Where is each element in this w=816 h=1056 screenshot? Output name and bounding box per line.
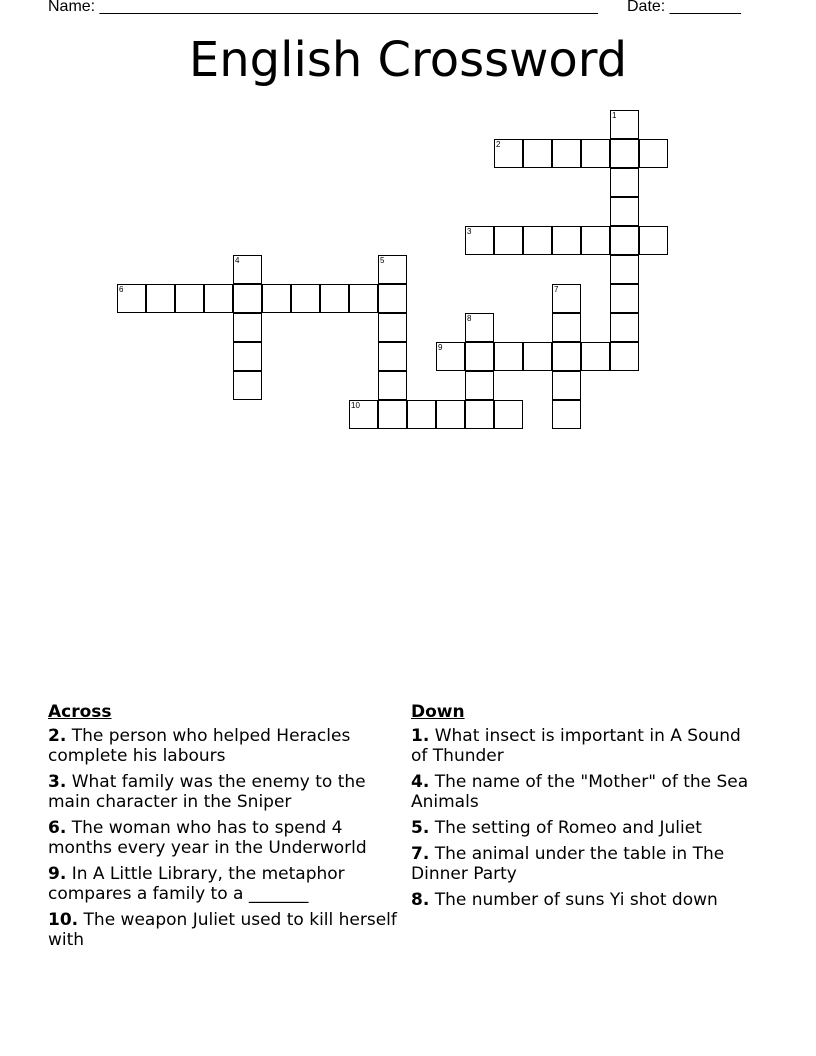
clue-number: 3. [48, 772, 67, 792]
clue-across-9 [48, 864, 403, 904]
crossword-cell[interactable] [552, 284, 581, 313]
clue-number-label: 9 [438, 343, 443, 352]
crossword-cell[interactable] [552, 226, 581, 255]
crossword-grid [0, 0, 816, 450]
crossword-cell[interactable] [610, 110, 639, 139]
clue-across-3 [48, 772, 403, 812]
clue-across-6 [48, 818, 403, 858]
crossword-cell[interactable] [610, 226, 639, 255]
clue-text: What family was the enemy to the main character in the Sniper [48, 772, 366, 812]
crossword-cell[interactable] [465, 226, 494, 255]
crossword-cell[interactable] [204, 284, 233, 313]
clue-number: 1. [411, 726, 430, 746]
clue-number-label: 1 [612, 111, 617, 120]
clue-number-label: 5 [380, 256, 385, 265]
clue-text: The setting of Romeo and Juliet [429, 818, 702, 838]
crossword-cell[interactable] [610, 342, 639, 371]
clue-text: The weapon Juliet used to kill herself with [48, 910, 397, 950]
crossword-cell[interactable] [581, 226, 610, 255]
crossword-cell[interactable] [494, 342, 523, 371]
crossword-cell[interactable] [465, 313, 494, 342]
across-clues [48, 702, 403, 956]
crossword-cell[interactable] [436, 400, 465, 429]
crossword-cell[interactable] [233, 255, 262, 284]
crossword-cell[interactable] [581, 139, 610, 168]
clue-number: 9. [48, 864, 67, 884]
clue-text: The woman who has to spend 4 months every year in the Underworld [48, 818, 367, 858]
clue-text: What insect is important in A Sound of Thunder [411, 726, 741, 766]
crossword-cell[interactable] [523, 226, 552, 255]
clue-number-label: 3 [467, 227, 472, 236]
crossword-cell[interactable] [552, 342, 581, 371]
crossword-cell[interactable] [233, 313, 262, 342]
clue-number-label: 10 [351, 401, 360, 410]
clue-number-label: 6 [119, 285, 124, 294]
crossword-cell[interactable] [146, 284, 175, 313]
crossword-cell[interactable] [320, 284, 349, 313]
crossword-cell[interactable] [610, 168, 639, 197]
clue-down-8 [411, 890, 756, 910]
crossword-cell[interactable] [523, 139, 552, 168]
crossword-cell[interactable] [610, 284, 639, 313]
clue-number: 10. [48, 910, 79, 930]
crossword-cell[interactable] [494, 139, 523, 168]
date-field[interactable]: Date: ________ [627, 0, 741, 15]
clue-text: The person who helped Heracles complete his labours [48, 726, 351, 766]
crossword-cell[interactable] [349, 400, 378, 429]
crossword-cell[interactable] [523, 342, 552, 371]
clue-number-label: 8 [467, 314, 472, 323]
clue-number-label: 4 [235, 256, 240, 265]
clue-across-10 [48, 910, 403, 950]
down-heading: Down [411, 702, 465, 722]
crossword-cell[interactable] [378, 371, 407, 400]
crossword-cell[interactable] [610, 313, 639, 342]
clue-down-5 [411, 818, 756, 838]
crossword-cell[interactable] [378, 313, 407, 342]
clue-text: The number of suns Yi shot down [429, 890, 718, 910]
crossword-cell[interactable] [639, 139, 668, 168]
crossword-cell[interactable] [233, 284, 262, 313]
crossword-cell[interactable] [610, 255, 639, 284]
clue-number: 6. [48, 818, 67, 838]
crossword-cell[interactable] [465, 371, 494, 400]
crossword-cell[interactable] [610, 197, 639, 226]
clue-number: 2. [48, 726, 67, 746]
crossword-cell[interactable] [581, 342, 610, 371]
crossword-cell[interactable] [552, 400, 581, 429]
crossword-cell[interactable] [552, 313, 581, 342]
clue-across-2 [48, 726, 403, 766]
crossword-cell[interactable] [639, 226, 668, 255]
crossword-cell[interactable] [291, 284, 320, 313]
clue-number: 8. [411, 890, 430, 910]
crossword-cell[interactable] [552, 371, 581, 400]
crossword-cell[interactable] [233, 371, 262, 400]
crossword-cell[interactable] [378, 255, 407, 284]
clue-down-4 [411, 772, 756, 812]
clue-number: 4. [411, 772, 430, 792]
crossword-cell[interactable] [175, 284, 204, 313]
page-title: English Crossword [188, 32, 628, 88]
crossword-cell[interactable] [117, 284, 146, 313]
crossword-cell[interactable] [378, 284, 407, 313]
clue-number: 7. [411, 844, 430, 864]
clue-text: The name of the "Mother" of the Sea Animals [411, 772, 749, 812]
crossword-cell[interactable] [465, 342, 494, 371]
crossword-cell[interactable] [378, 342, 407, 371]
crossword-cell[interactable] [262, 284, 291, 313]
crossword-cell[interactable] [494, 400, 523, 429]
clue-number-label: 2 [496, 140, 501, 149]
crossword-cell[interactable] [610, 139, 639, 168]
clue-text: In A Little Library, the metaphor compares a family to a _______ [48, 864, 345, 904]
clue-number-label: 7 [554, 285, 559, 294]
crossword-cell[interactable] [465, 400, 494, 429]
crossword-cell[interactable] [378, 400, 407, 429]
crossword-cell[interactable] [349, 284, 378, 313]
name-field[interactable]: Name: ________________________________________________________ [48, 0, 598, 15]
clue-down-7 [411, 844, 756, 884]
clue-down-1 [411, 726, 756, 766]
crossword-cell[interactable] [407, 400, 436, 429]
across-heading: Across [48, 702, 112, 722]
clue-text: The animal under the table in The Dinner Party [411, 844, 725, 884]
crossword-cell[interactable] [233, 342, 262, 371]
down-clues [411, 702, 756, 916]
crossword-cell[interactable] [552, 139, 581, 168]
clue-number: 5. [411, 818, 430, 838]
crossword-cell[interactable] [494, 226, 523, 255]
crossword-cell[interactable] [436, 342, 465, 371]
